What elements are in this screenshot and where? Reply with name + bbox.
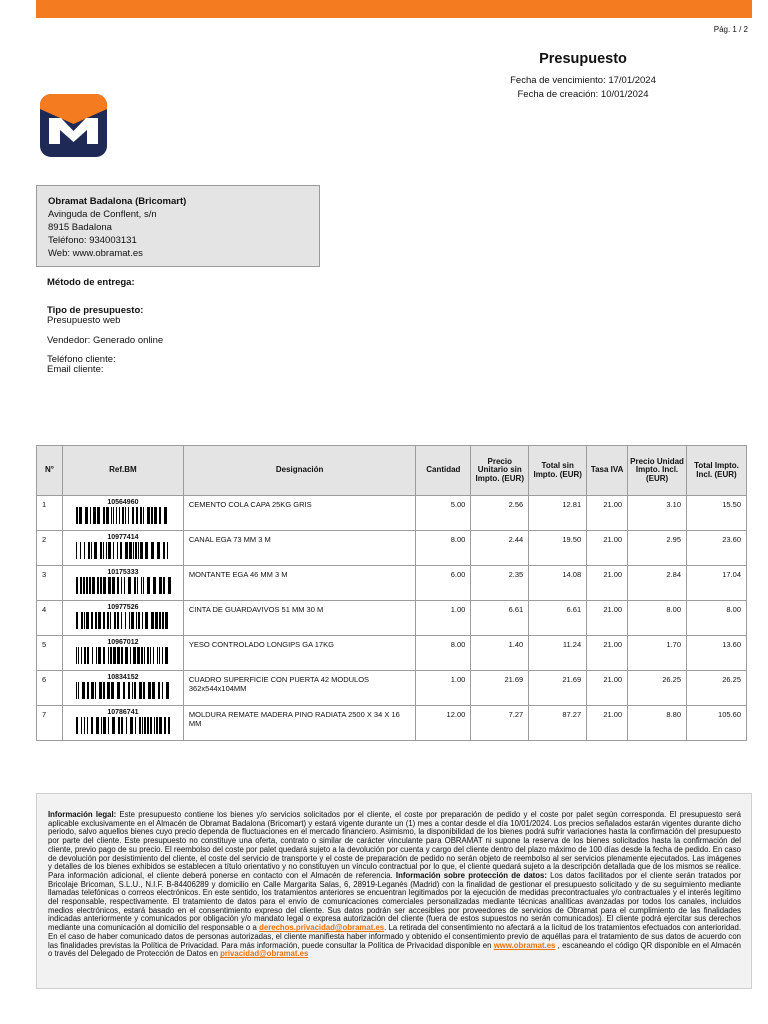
value-cell: 23.60 [687, 531, 747, 566]
value-cell: 21.00 [587, 601, 628, 636]
ref-code: 10977414 [107, 534, 139, 541]
value-cell: 21.00 [587, 671, 628, 706]
delivery-label: Método de entrega: [47, 277, 135, 288]
row-number-cell: 2 [37, 531, 63, 566]
table-row [37, 671, 747, 706]
value-cell: 6.61 [471, 601, 529, 636]
value-cell: 26.25 [687, 671, 747, 706]
top-accent-bar [36, 0, 752, 18]
ref-code: 10977526 [107, 604, 139, 611]
ref-cell [62, 496, 183, 531]
client-email: Email cliente: [47, 364, 104, 375]
barcode-icon [65, 717, 181, 734]
value-cell: 1.40 [471, 636, 529, 671]
data-protection-text: Los datos facilitados por el cliente serán tratados por Bricolaje Bricoman, S.L.U., N.I.F. B-84406289 y domicilio en Calle Margarita Salas, 6, 28919-Leganés (Madrid) con la finalidad de gestionar el presupuesto solicitado y de su seguimiento mediante llamadas telefónicas o correos electrónicos. En este sentido, los tratamientos anteriores se encuentran legitimados por la ejecución de medidas precontractuales y/o contractuales y el interés legítimo del responsable, respectivamente. El tratamiento de datos para el envío de comunicaciones comerciales personalizadas mediante técnicas analíticas avanzadas por todos los canales, incluidos medios electrónicos, estará basado en el consentimiento expreso del cliente. Sus datos podrán ser accesibles por proveedores de servicios de Obramat para el cumplimiento de las finalidades indicadas anteriormente y comunicados por obligación y/o mandato legal o expresa autorización del cliente (fuera de estos supuestos no serán comunicados). El cliente podrá ejercitar sus derechos mediante una comunicación al domicilio del responsable o a [48, 870, 741, 933]
value-cell: 8.00 [416, 531, 471, 566]
value-cell: 21.69 [529, 671, 587, 706]
column-header: Precio Unitario sin Impto. (EUR) [471, 446, 529, 496]
table-row [37, 566, 747, 601]
column-header: N° [37, 446, 63, 496]
table-row [37, 706, 747, 741]
value-cell: 19.50 [529, 531, 587, 566]
value-cell: 21.00 [587, 706, 628, 741]
ref-cell [62, 601, 183, 636]
quote-type-value: Presupuesto web [47, 315, 121, 326]
seller: Vendedor: Generado online [47, 335, 164, 346]
page-number: Pág. 1 / 2 [713, 25, 748, 34]
value-cell: 1.00 [416, 601, 471, 636]
ref-code: 10834152 [107, 674, 139, 681]
value-cell: 5.00 [416, 496, 471, 531]
document-title: Presupuesto [539, 51, 627, 67]
value-cell: 8.00 [687, 601, 747, 636]
column-header: Ref.BM [62, 446, 183, 496]
client-info [47, 355, 116, 375]
value-cell: 13.60 [687, 636, 747, 671]
row-number-cell: 7 [37, 706, 63, 741]
ref-code: 10786741 [107, 709, 139, 716]
designation-cell: MOLDURA REMATE MADERA PINO RADIATA 2500 X 34 X 16 MM [183, 706, 415, 741]
ref-cell [62, 636, 183, 671]
ref-cell [62, 566, 183, 601]
store-name: Obramat Badalona (Bricomart) [48, 196, 187, 207]
ref-code: 10564960 [107, 499, 139, 506]
row-number-cell: 6 [37, 671, 63, 706]
value-cell: 12.81 [529, 496, 587, 531]
value-cell: 2.44 [471, 531, 529, 566]
value-cell: 12.00 [416, 706, 471, 741]
barcode-icon [65, 682, 181, 699]
row-number-cell: 1 [37, 496, 63, 531]
barcode-icon [65, 577, 181, 594]
column-header: Tasa IVA [587, 446, 628, 496]
store-address: Avinguda de Conflent, s/n [48, 209, 157, 220]
value-cell: 8.80 [628, 706, 687, 741]
value-cell: 21.00 [587, 496, 628, 531]
data-protection-text-3: , escaneando el código QR disponible en el Almacén o través del Delegado de Protección de Datos en [48, 940, 741, 959]
table-row [37, 601, 747, 636]
value-cell: 8.00 [416, 636, 471, 671]
value-cell: 6.61 [529, 601, 587, 636]
legal-label: Información legal: [48, 810, 117, 819]
obramat-logo-icon [40, 94, 107, 157]
row-number-cell: 5 [37, 636, 63, 671]
barcode-icon [65, 647, 181, 664]
ref-cell [62, 671, 183, 706]
barcode-icon [65, 612, 181, 629]
designation-cell: CANAL EGA 73 MM 3 M [183, 531, 415, 566]
legal-info [36, 793, 752, 989]
delivery-method [47, 278, 135, 288]
value-cell: 2.84 [628, 566, 687, 601]
value-cell: 3.10 [628, 496, 687, 531]
rights-email-link[interactable]: derechos.privacidad@obramat.es [259, 923, 385, 933]
value-cell: 26.25 [628, 671, 687, 706]
value-cell: 17.04 [687, 566, 747, 601]
table-row [37, 496, 747, 531]
designation-cell: CUADRO SUPERFICIE CON PUERTA 42 MODULOS 362x544x104MM [183, 671, 415, 706]
data-protection-text-2: . La retirada del consentimiento no afectará a la licitud de los tratamientos efectuados con anterioridad. En el caso de haber comunicado datos de personas autorizadas, el cliente manifiesta haber informado y obtenido el consentimiento previo de aquéllas para el tratamiento de sus datos de acuerdo con las finalidades previstas la Política de Privacidad. Para más información, puede consultar la Política de Privacidad disponible en [48, 923, 741, 950]
value-cell: 105.60 [687, 706, 747, 741]
client-phone: Teléfono cliente: [47, 354, 116, 365]
date-block [470, 74, 696, 102]
column-header: Cantidad [416, 446, 471, 496]
value-cell: 2.56 [471, 496, 529, 531]
quote-type [47, 306, 143, 326]
store-phone: Teléfono: 934003131 [48, 235, 137, 246]
value-cell: 14.08 [529, 566, 587, 601]
value-cell: 21.00 [587, 531, 628, 566]
designation-cell: CEMENTO COLA CAPA 25KG GRIS [183, 496, 415, 531]
items-table [36, 445, 747, 741]
privacy-email-link[interactable]: privacidad@obramat.es [220, 949, 309, 959]
expiry-date: Fecha de vencimiento: 17/01/2024 [510, 75, 656, 86]
legal-text: Este presupuesto contiene los bienes y/o servicios solicitados por el cliente, el coste por preparación de pedido y el coste por palet según corresponda. El presupuesto será aplicable exclusivamente en el Almacén de Obramat Badalona (Bricomart) y estará vigente durante un (1) mes a contar desde el día 10/01/2024. Los precios señalados estarán vigentes durante dicho periodo, salvo aquellos bienes cuyo precio dependa de fluctuaciones en el mercado financiero. Asimismo, la disponibilidad de los bienes podrá sufrir variaciones hasta la confirmación del presupuesto por parte del cliente. Este presupuesto no constituye una oferta, contrato o similar de carácter vinculante para OBRAMAT ni supone la reserva de los bienes solicitados hasta la confirmación del cliente, previo pago de su precio. El reembolso del coste por palet quedará sujeto a la devolución por cuenta y cargo del cliente dentro del plazo máximo de 100 días desde la fecha de pedido. En caso de devolución por desistimiento del cliente, el coste del servicio de transporte y el coste de preparación de pedido no serán objeto de reembolso al ser servicios plenamente ejecutados. Las imágenes y detalles de los bienes exhibidos se establecen a título orientativo y no constituyen un vínculo contractual por lo que, el cliente quedará sujeto a la descripción detallada que de los mismos se realice. Para información adicional, el cliente deberá ponerse en contacto con el Almacén de referencia. [48, 810, 741, 880]
value-cell: 1.70 [628, 636, 687, 671]
quote-type-label: Tipo de presupuesto: [47, 305, 144, 316]
value-cell: 8.00 [628, 601, 687, 636]
data-protection-label: Información sobre protección de datos: [395, 870, 547, 880]
creation-date: Fecha de creación: 10/01/2024 [517, 89, 649, 100]
value-cell: 21.00 [587, 636, 628, 671]
column-header: Total sin Impto. (EUR) [529, 446, 587, 496]
ref-cell [62, 706, 183, 741]
value-cell: 15.50 [687, 496, 747, 531]
column-header: Precio Unidad Impto. Incl. (EUR) [628, 446, 687, 496]
designation-cell: YESO CONTROLADO LONGIPS GA 17KG [183, 636, 415, 671]
ref-cell [62, 531, 183, 566]
barcode-icon [65, 507, 181, 524]
value-cell: 1.00 [416, 671, 471, 706]
store-info-box [36, 185, 320, 267]
value-cell: 2.95 [628, 531, 687, 566]
row-number-cell: 3 [37, 566, 63, 601]
website-link[interactable]: www.obramat.es [493, 940, 556, 950]
table-row [37, 531, 747, 566]
barcode-icon [65, 542, 181, 559]
value-cell: 87.27 [529, 706, 587, 741]
value-cell: 21.69 [471, 671, 529, 706]
ref-code: 10175333 [107, 569, 139, 576]
store-web: Web: www.obramat.es [48, 248, 143, 259]
column-header: Total Impto. Incl. (EUR) [687, 446, 747, 496]
value-cell: 2.35 [471, 566, 529, 601]
row-number-cell: 4 [37, 601, 63, 636]
ref-code: 10967012 [107, 639, 139, 646]
designation-cell: MONTANTE EGA 46 MM 3 M [183, 566, 415, 601]
table-row [37, 636, 747, 671]
store-city: 8915 Badalona [48, 222, 112, 233]
value-cell: 6.00 [416, 566, 471, 601]
value-cell: 11.24 [529, 636, 587, 671]
table-header-row [37, 446, 747, 496]
column-header: Designación [183, 446, 415, 496]
designation-cell: CINTA DE GUARDAVIVOS 51 MM 30 M [183, 601, 415, 636]
value-cell: 21.00 [587, 566, 628, 601]
value-cell: 7.27 [471, 706, 529, 741]
